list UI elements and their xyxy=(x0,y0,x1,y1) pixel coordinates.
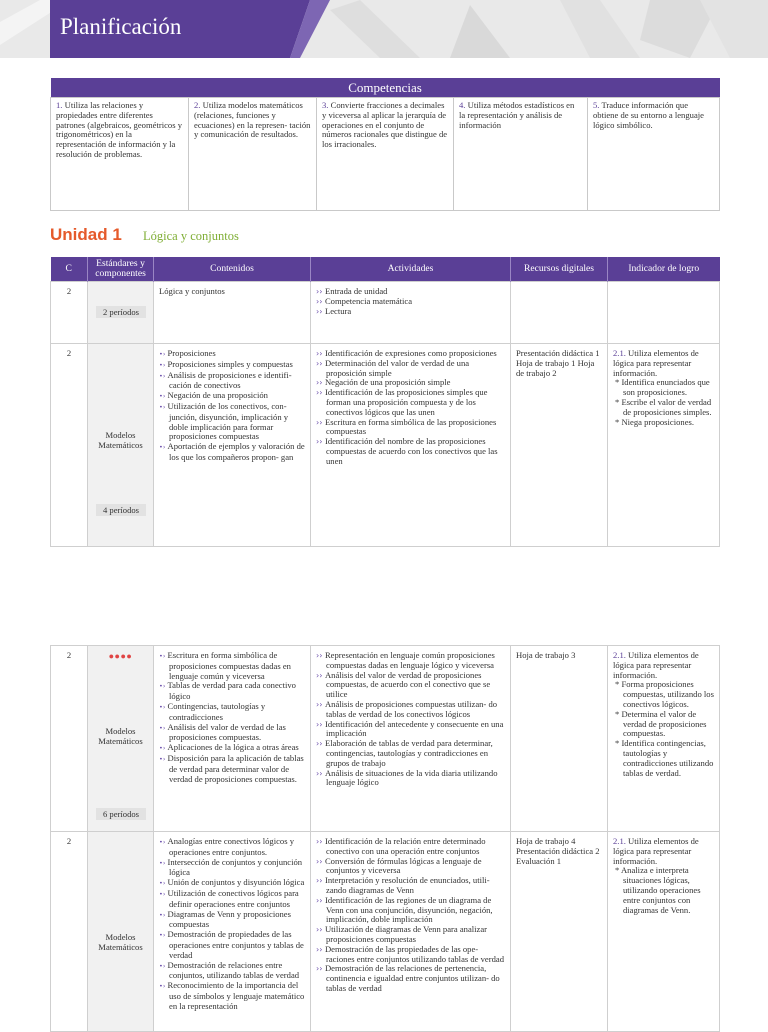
list-item-text: Reconocimiento de la importancia del uso de símbolos y lenguaje matemático en la representación xyxy=(167,980,305,1011)
list-item-text: Interpretación y resolución de enunciados, utili- zando diagramas de Venn xyxy=(324,875,490,895)
list-item xyxy=(316,837,505,857)
list-item-text: Lectura xyxy=(324,305,352,316)
list-item-text: Análisis de situaciones de la vida diaria utilizando lenguaje lógico xyxy=(324,767,498,788)
cell-contenidos xyxy=(154,646,311,832)
indicator-item: * Determina el valor de verdad de proposiciones compuestas. xyxy=(615,708,707,739)
competencia-text: Utiliza las relaciones y propiedades entre diferentes patrones (algebraicos, geométricos y trigonométricos) en la representación de información y la resolución de problemas. xyxy=(56,100,182,159)
component-label: Modelos Matemáticos xyxy=(98,932,143,952)
resource-item: Hoja de trabajo 3 xyxy=(516,650,576,660)
list-item xyxy=(316,307,505,317)
arrow-bullet-icon: ›› xyxy=(316,358,325,368)
arrow-bullet-icon: ›› xyxy=(316,651,325,660)
list-item-text: Analogías entre conectivos lógicos y operaciones entre conjuntos. xyxy=(167,836,294,857)
bullet-icon: •› xyxy=(159,744,168,753)
list-item-text: Escritura en forma simbólica de las proposiciones compuestas xyxy=(324,416,497,437)
list-item-text: Tablas de verdad para cada conectivo lógico xyxy=(167,680,296,702)
list-item xyxy=(316,720,505,740)
planning-table xyxy=(50,257,720,547)
list-item xyxy=(159,837,305,858)
list-item xyxy=(316,896,505,925)
cell-c: 2 xyxy=(51,344,88,547)
arrow-bullet-icon: ›› xyxy=(316,856,325,866)
competencias-title: Competencias xyxy=(51,78,720,98)
cell-actividades xyxy=(311,344,511,547)
bullet-icon: •› xyxy=(159,754,168,763)
periods-badge: 2 períodos xyxy=(96,306,146,318)
list-item xyxy=(316,671,505,700)
list-item-text: Identificación de la relación entre determinado conectivo con una operación entre conjuntos xyxy=(324,836,486,856)
arrow-bullet-icon: ›› xyxy=(316,296,325,306)
list-item-text: Escritura en forma simbólica de proposiciones compuestas dadas en lenguaje común y viceversa xyxy=(167,650,291,681)
arrow-bullet-icon: ›› xyxy=(316,437,325,447)
list-item xyxy=(159,442,305,463)
table-row xyxy=(51,282,720,344)
bullet-icon: •› xyxy=(159,702,168,711)
page-title: Planificación xyxy=(60,14,182,39)
arrow-bullet-icon: ›› xyxy=(316,306,325,316)
indicator-item: * Forma proposiciones compuestas, utilizando los conectivos lógicos. xyxy=(615,679,714,709)
content-list xyxy=(159,349,305,463)
arrow-bullet-icon: ›› xyxy=(316,739,325,749)
resource-item: Presentación didáctica 1 xyxy=(516,348,600,358)
bullet-icon: •› xyxy=(159,682,168,691)
list-item-text: Negación de una proposición xyxy=(167,390,268,401)
cell-indicador xyxy=(608,282,720,344)
component-label: Modelos Matemáticos xyxy=(98,726,143,746)
list-item-text: Aplicaciones de la lógica a otras áreas xyxy=(167,742,299,753)
indicator-text: Utiliza elementos de lógica para representar información. xyxy=(613,836,699,866)
cell-c: 2 xyxy=(51,832,88,1032)
resource-item: Hoja de trabajo 4 xyxy=(516,836,576,846)
indicator-heading xyxy=(613,651,714,680)
list-item-text: Representación en lenguaje común proposiciones compuestas dadas en lenguaje lógico y viceversa xyxy=(324,650,495,670)
list-item-text: Análisis de proposiciones e identifi- cación de conectivos xyxy=(167,369,292,391)
list-item xyxy=(316,857,505,877)
bullet-icon: •› xyxy=(159,652,168,660)
competencia-number: 1. xyxy=(56,100,63,110)
cell-contenidos xyxy=(154,282,311,344)
list-item-text: Entrada de unidad xyxy=(324,286,388,296)
content-text: Lógica y conjuntos xyxy=(159,286,225,296)
bullet-icon: •› xyxy=(159,889,168,898)
arrow-bullet-icon: ›› xyxy=(316,287,325,296)
list-item-text: Identificación de las proposiciones simples que forman una proposición compuesta y de los conectivos lógicos que las unen xyxy=(324,387,488,417)
bullet-icon: •› xyxy=(159,392,168,401)
header-indicador: Indicador de logro xyxy=(608,257,720,282)
periods-badge: 4 períodos xyxy=(96,504,146,516)
competencia-number: 3. xyxy=(322,100,329,110)
header-banner xyxy=(0,0,768,58)
list-item xyxy=(316,437,505,466)
list-item xyxy=(316,945,505,965)
list-item xyxy=(316,359,505,379)
list-item-text: Identificación del antecedente y consecuente en una implicación xyxy=(324,718,504,739)
table-row xyxy=(51,344,720,547)
indicator-item: * Identifica enunciados que son proposiciones. xyxy=(615,377,710,398)
list-item xyxy=(316,964,505,993)
cell-recursos xyxy=(511,282,608,344)
list-item-text: Utilización de diagramas de Venn para analizar proposiciones compuestas xyxy=(324,924,488,944)
indicator-item: * Analiza e interpreta situaciones lógicas, utilizando operaciones entre conjuntos con diagramas de Venn. xyxy=(615,865,701,915)
list-item-text: Conversión de fórmulas lógicas a lenguaje de conjuntos y viceversa xyxy=(324,855,482,876)
list-item-text: Competencia matemática xyxy=(324,295,413,306)
activity-list xyxy=(316,349,505,467)
arrow-bullet-icon: ›› xyxy=(316,768,325,778)
competencia-cell xyxy=(317,98,454,211)
indicator-item: * Niega proposiciones. xyxy=(615,416,694,427)
arrow-bullet-icon: ›› xyxy=(316,837,325,846)
competencia-cell xyxy=(588,98,720,211)
list-item xyxy=(316,651,505,671)
competencia-text: Utiliza modelos matemáticos (relaciones, funciones y ecuaciones) en la represen- tación y comunicación de resultados. xyxy=(194,100,311,140)
list-item-text: Demostración de propiedades de las operaciones entre conjuntos y tablas de verdad xyxy=(167,929,304,960)
list-item xyxy=(159,858,305,879)
cell-estandares xyxy=(88,344,154,547)
list-item-text: Unión de conjuntos y disyunción lógica xyxy=(167,877,305,888)
header-actividades: Actividades xyxy=(311,257,511,282)
resource-item: Presentación didáctica 2 xyxy=(516,845,600,856)
list-item xyxy=(316,700,505,720)
indicator-text: Utiliza elementos de lógica para representar información. xyxy=(613,650,699,680)
component-label: Modelos Matemáticos xyxy=(98,430,143,450)
cell-recursos xyxy=(511,344,608,547)
competencias-table xyxy=(50,78,720,211)
indicator-text: Utiliza elementos de lógica para representar información. xyxy=(613,348,699,378)
list-item xyxy=(316,925,505,945)
activity-list xyxy=(316,651,505,788)
bullet-icon: •› xyxy=(159,982,168,991)
indicator-heading xyxy=(613,837,714,866)
arrow-bullet-icon: ›› xyxy=(316,719,325,729)
table-row xyxy=(51,646,720,832)
cell-indicador xyxy=(608,832,720,1032)
list-item-text: Identificación de las regiones de un diagrama de Venn con una conjunción, disyunción, negación, implicación, doble implicación xyxy=(324,894,493,925)
cell-c: 2 xyxy=(51,282,88,344)
unit-subtitle: Lógica y conjuntos xyxy=(143,229,239,243)
resource-item: Evaluación 1 xyxy=(516,855,562,866)
arrow-bullet-icon: ›› xyxy=(316,670,325,680)
cell-recursos xyxy=(511,832,608,1032)
list-item xyxy=(159,723,305,744)
arrow-bullet-icon: ›› xyxy=(316,895,325,905)
indicator-number: 2.1. xyxy=(613,348,626,358)
cell-estandares xyxy=(88,282,154,344)
cell-actividades xyxy=(311,832,511,1032)
competencia-text: Utiliza métodos estadísticos en la representación y análisis de información xyxy=(459,100,575,130)
arrow-bullet-icon: ›› xyxy=(316,417,325,427)
list-item xyxy=(159,910,305,931)
cell-indicador xyxy=(608,344,720,547)
list-item-text: Disposición para la aplicación de tablas de verdad para determinar valor de verdad de proposiciones compuestas. xyxy=(167,752,304,784)
list-item-text: Aportación de ejemplos y valoración de los que los compañeros propon- gan xyxy=(167,441,305,462)
cell-contenidos xyxy=(154,344,311,547)
cell-estandares xyxy=(88,832,154,1032)
cell-contenidos xyxy=(154,832,311,1032)
list-item xyxy=(159,681,305,702)
bullet-icon: •› xyxy=(159,931,168,940)
list-item xyxy=(159,702,305,723)
list-item-text: Proposiciones xyxy=(167,348,216,358)
list-item xyxy=(316,388,505,417)
list-item-text: Identificación del nombre de las proposiciones compuestas de acuerdo con los conectivos que las unen xyxy=(324,436,498,466)
list-item xyxy=(316,769,505,789)
bullet-icon: •› xyxy=(159,402,168,411)
competencia-text: Traduce información que obtiene de su entorno a lenguaje lógico simbólico. xyxy=(593,100,704,130)
list-item xyxy=(159,754,305,784)
list-item-text: Intersección de conjuntos y conjunción lógica xyxy=(167,856,303,878)
list-item xyxy=(159,889,305,910)
indicator-item: * Identifica contingencias, tautologías y contradicciones utilizando tablas de verdad. xyxy=(615,738,714,778)
bullet-icon: •› xyxy=(159,961,168,970)
cell-actividades xyxy=(311,646,511,832)
bullet-icon: •› xyxy=(159,879,168,888)
list-item-text: Análisis del valor de verdad de las proposiciones compuestas. xyxy=(167,721,286,743)
arrow-bullet-icon: ›› xyxy=(316,388,325,398)
list-item-text: Elaboración de tablas de verdad para determinar, contingencias, tautologías y contradicciones en grupos de trabajo xyxy=(324,738,493,768)
cell-c: 2 xyxy=(51,646,88,832)
indicator-item: * Escribe el valor de verdad de proposiciones simples. xyxy=(615,396,712,417)
list-item xyxy=(159,981,305,1011)
list-item xyxy=(316,876,505,896)
list-item-text: Análisis del valor de verdad de proposiciones compuestas, de acuerdo con el conectivo que se utilice xyxy=(324,669,491,700)
list-item-text: Proposiciones simples y compuestas xyxy=(167,358,293,369)
competencia-number: 5. xyxy=(593,100,600,110)
arrow-bullet-icon: ›› xyxy=(316,964,325,974)
list-item xyxy=(159,930,305,960)
bullet-icon: •› xyxy=(159,360,168,369)
arrow-bullet-icon: ›› xyxy=(316,699,325,709)
list-item-text: Demostración de las propiedades de las ope- raciones entre conjuntos utilizando tablas de verdad xyxy=(324,943,505,964)
content-list xyxy=(159,651,305,784)
cell-estandares xyxy=(88,646,154,832)
list-item-text: Demostración de relaciones entre conjuntos, utilizando tablas de verdad xyxy=(167,959,300,981)
header-estandares: Estándares y componentes xyxy=(88,257,154,282)
arrow-bullet-icon: ›› xyxy=(316,925,325,935)
list-item-text: Análisis de proposiciones compuestas utilizan- do tablas de verdad de los conectivos lógicos xyxy=(324,698,498,719)
arrow-bullet-icon: ›› xyxy=(316,876,325,886)
list-item xyxy=(316,418,505,438)
list-item-text: Determinación del valor de verdad de una proposición simple xyxy=(324,357,470,378)
arrow-bullet-icon: ›› xyxy=(316,944,325,954)
list-item xyxy=(159,651,305,681)
competencia-text: Convierte fracciones a decimales y viceversa al aplicar la jerarquía de operaciones en el conjunto de números racionales que distingue de los irracionales. xyxy=(322,100,448,150)
list-item-text: Utilización de los conectivos, con- junción, disyunción, implicación y doble implicación para formar proposiciones compuestas xyxy=(167,400,289,442)
bullet-icon: •› xyxy=(159,723,168,732)
list-item xyxy=(159,371,305,392)
list-item-text: Contingencias, tautologías y contradicciones xyxy=(167,700,266,722)
indicator-heading xyxy=(613,349,714,378)
header-c: C xyxy=(51,257,88,282)
cell-recursos xyxy=(511,646,608,832)
bullet-icon: •› xyxy=(159,443,168,452)
unit-label: Unidad 1 xyxy=(50,225,122,244)
bullet-icon: •› xyxy=(159,910,168,919)
bullet-icon: •› xyxy=(159,371,168,380)
competencia-cell xyxy=(189,98,317,211)
activity-list xyxy=(316,287,505,316)
cell-indicador xyxy=(608,646,720,832)
list-item-text: Utilización de conectivos lógicos para definir operaciones entre conjuntos xyxy=(167,887,299,909)
competencia-number: 4. xyxy=(459,100,466,110)
list-item-text: Negación de una proposición simple xyxy=(324,377,451,388)
planning-table-continued xyxy=(50,645,720,1032)
arrow-bullet-icon: ›› xyxy=(316,378,325,388)
resource-item: Hoja de trabajo 1 Hoja de trabajo 2 xyxy=(516,357,595,378)
list-item-text: Identificación de expresiones como proposiciones xyxy=(324,348,497,358)
list-item-text: Diagramas de Venn y proposiciones compuestas xyxy=(167,908,291,930)
arrow-bullet-icon: ›› xyxy=(316,349,325,358)
list-item xyxy=(159,402,305,442)
list-item xyxy=(316,739,505,768)
periods-badge: 6 períodos xyxy=(96,808,146,820)
list-item-text: Demostración de las relaciones de pertenencia, continencia e igualdad entre conjuntos utilizan- do tablas de verdad xyxy=(324,963,500,993)
competencia-cell xyxy=(454,98,588,211)
header-recursos: Recursos digitales xyxy=(511,257,608,282)
competencia-number: 2. xyxy=(194,100,201,110)
activity-list xyxy=(316,837,505,994)
indicator-number: 2.1. xyxy=(613,650,626,660)
bullet-icon: •› xyxy=(159,858,168,867)
competencia-cell xyxy=(51,98,189,211)
bullet-icon: •› xyxy=(159,350,168,358)
cell-actividades xyxy=(311,282,511,344)
indicator-number: 2.1. xyxy=(613,836,626,846)
content-list xyxy=(159,837,305,1012)
dots-icon: ●●●● xyxy=(108,651,133,661)
bullet-icon: •› xyxy=(159,838,168,846)
header-contenidos: Contenidos xyxy=(154,257,311,282)
table-row xyxy=(51,832,720,1032)
list-item xyxy=(159,961,305,982)
